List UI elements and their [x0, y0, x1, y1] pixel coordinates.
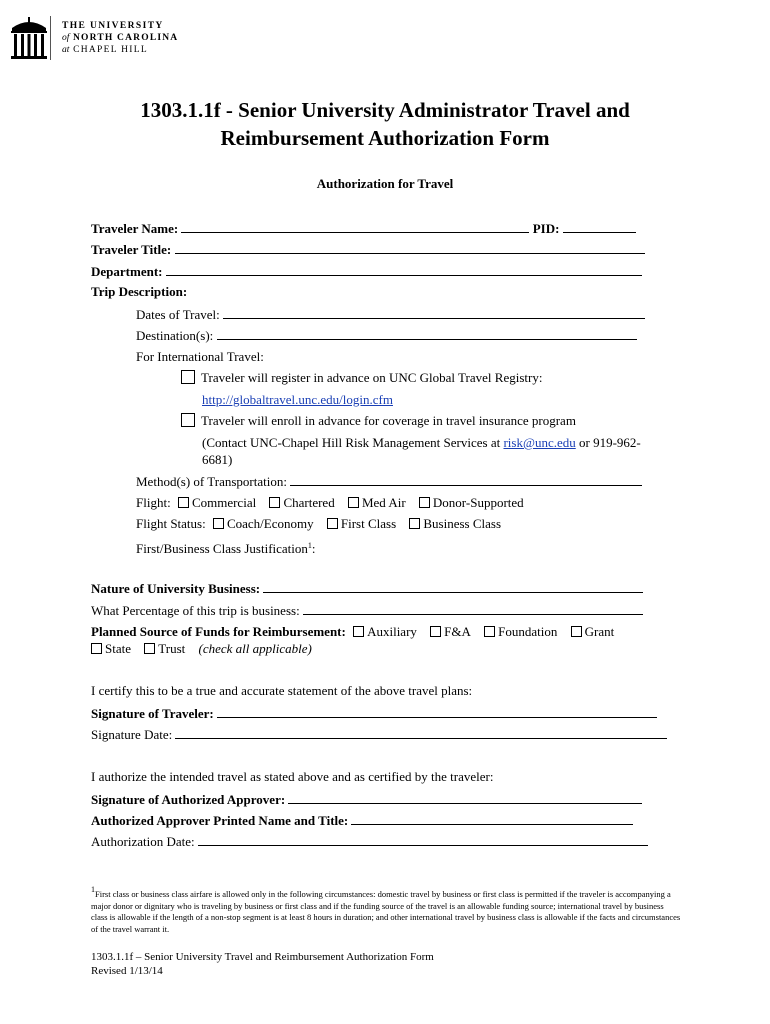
- university-wordmark: [62, 20, 178, 56]
- title-line-2: Reimbursement Authorization Form: [220, 126, 550, 150]
- flight-commercial-checkbox[interactable]: [178, 497, 189, 508]
- wordmark-line-1: THE UNIVERSITY: [62, 21, 164, 31]
- flight-row: [136, 495, 534, 511]
- methods-row: [136, 473, 642, 490]
- funds-auxiliary-checkbox[interactable]: [353, 626, 364, 637]
- approver-name-label: Authorized Approver Printed Name and Title:: [91, 813, 349, 828]
- funds-row: [91, 624, 624, 640]
- flight-option-chartered[interactable]: [269, 495, 334, 510]
- flight-chartered-label: Chartered: [283, 495, 335, 510]
- funds-state-checkbox[interactable]: [91, 643, 102, 654]
- department-row: [91, 263, 642, 280]
- status-business-checkbox[interactable]: [409, 518, 420, 529]
- justification-colon: :: [311, 541, 316, 556]
- flight-donor-checkbox[interactable]: [419, 497, 430, 508]
- footnote-number: 1: [91, 885, 95, 894]
- status-coach-checkbox[interactable]: [213, 518, 224, 529]
- signature-date-label: Signature Date:: [91, 727, 173, 742]
- insurance-checkbox[interactable]: [181, 413, 195, 427]
- traveler-title-field[interactable]: [175, 241, 645, 254]
- flight-commercial-label: Commercial: [191, 495, 257, 510]
- flight-label: Flight:: [136, 495, 171, 510]
- contact-text: (Contact UNC-Chapel Hill Risk Management Services at: [202, 435, 501, 450]
- nature-label: Nature of University Business:: [91, 581, 261, 596]
- funds-option-grant[interactable]: [571, 624, 615, 639]
- flight-status-row: [136, 516, 511, 532]
- flight-option-med-air[interactable]: [348, 495, 406, 510]
- funds-state-label: State: [105, 641, 131, 656]
- footnote-marker: 1: [307, 541, 312, 550]
- international-travel-label: For International Travel:: [136, 349, 264, 364]
- funds-fa-label: F&A: [444, 624, 471, 639]
- registry-link[interactable]: http://globaltravel.unc.edu/login.cfm: [202, 392, 393, 407]
- university-well-logo-icon: [8, 14, 50, 62]
- percentage-field[interactable]: [303, 602, 643, 615]
- traveler-signature-field[interactable]: [217, 705, 657, 718]
- registry-checkbox[interactable]: [181, 370, 195, 384]
- flight-option-donor[interactable]: [419, 495, 524, 510]
- methods-field[interactable]: [290, 473, 642, 486]
- traveler-signature-label: Signature of Traveler:: [91, 706, 214, 721]
- status-option-business[interactable]: [409, 516, 501, 531]
- funds-option-state[interactable]: [91, 641, 131, 656]
- methods-label: Method(s) of Transportation:: [136, 474, 287, 489]
- flight-med-air-label: Med Air: [361, 495, 406, 510]
- traveler-name-label: Traveler Name:: [91, 221, 179, 236]
- authorization-date-field[interactable]: [198, 833, 648, 846]
- funds-grant-label: Grant: [584, 624, 615, 639]
- wordmark-line-3: CHAPEL HILL: [73, 45, 148, 55]
- signature-date-row: [91, 726, 667, 743]
- authorization-date-label: Authorization Date:: [91, 834, 195, 849]
- footer-form-name: 1303.1.1f – Senior University Travel and Reimbursement Authorization Form: [91, 951, 434, 963]
- form-title: [0, 96, 770, 152]
- funds-label: Planned Source of Funds for Reimbursement:: [91, 624, 346, 639]
- funds-fa-checkbox[interactable]: [430, 626, 441, 637]
- certify-statement: I certify this to be a true and accurate statement of the above travel plans:: [91, 683, 473, 698]
- approver-name-row: [91, 812, 633, 829]
- funds-foundation-checkbox[interactable]: [484, 626, 495, 637]
- check-all-note: (check all applicable): [198, 641, 312, 656]
- flight-status-label: Flight Status:: [136, 516, 206, 531]
- funds-auxiliary-label: Auxiliary: [367, 624, 417, 639]
- dates-of-travel-label: Dates of Travel:: [136, 307, 220, 322]
- funds-row-2: [91, 641, 312, 657]
- destinations-label: Destination(s):: [136, 328, 214, 343]
- dates-of-travel-field[interactable]: [223, 306, 645, 319]
- pid-label: PID:: [532, 221, 560, 236]
- title-line-1: 1303.1.1f - Senior University Administrator Travel and: [140, 98, 630, 122]
- footer-revised-date: Revised 1/13/14: [91, 965, 163, 977]
- justification-row: [136, 538, 316, 557]
- approver-signature-row: [91, 791, 642, 808]
- status-coach-label: Coach/Economy: [226, 516, 314, 531]
- funds-option-auxiliary[interactable]: [353, 624, 417, 639]
- flight-option-commercial[interactable]: [178, 495, 256, 510]
- dates-of-travel-row: [136, 306, 645, 323]
- registry-link-row: [202, 392, 393, 408]
- flight-donor-label: Donor-Supported: [432, 495, 524, 510]
- traveler-title-label: Traveler Title:: [91, 242, 172, 257]
- status-option-first[interactable]: [327, 516, 396, 531]
- justification-label: First/Business Class Justification: [136, 541, 308, 556]
- nature-field[interactable]: [263, 580, 643, 593]
- contact-phone-part-2: 6681): [202, 452, 233, 467]
- flight-med-air-checkbox[interactable]: [348, 497, 359, 508]
- insurance-label: Traveler will enroll in advance for coverage in travel insurance program: [201, 413, 576, 428]
- funds-option-trust[interactable]: [144, 641, 185, 656]
- destinations-field[interactable]: [217, 327, 637, 340]
- percentage-row: [91, 602, 643, 619]
- section-subtitle: Authorization for Travel: [316, 176, 454, 191]
- nature-row: [91, 580, 643, 597]
- logo-divider: [50, 16, 51, 60]
- authorization-date-row: [91, 833, 648, 850]
- funds-trust-checkbox[interactable]: [144, 643, 155, 654]
- status-first-label: First Class: [340, 516, 397, 531]
- risk-email-link[interactable]: risk@unc.edu: [503, 435, 576, 450]
- destinations-row: [136, 327, 637, 344]
- status-option-coach[interactable]: [213, 516, 314, 531]
- funds-trust-label: Trust: [158, 641, 186, 656]
- traveler-name-row: [91, 220, 636, 237]
- approver-signature-field[interactable]: [288, 791, 642, 804]
- percentage-label: What Percentage of this trip is business:: [91, 603, 300, 618]
- trip-description-heading: Trip Description:: [91, 284, 188, 299]
- registry-row: [181, 370, 542, 386]
- approver-name-field[interactable]: [351, 812, 633, 825]
- insurance-row: [181, 413, 576, 429]
- contact-phone-part-1: or 919-962-: [578, 435, 641, 450]
- funds-option-foundation[interactable]: [484, 624, 557, 639]
- status-business-label: Business Class: [423, 516, 502, 531]
- department-label: Department:: [91, 264, 163, 279]
- funds-option-fa[interactable]: [430, 624, 471, 639]
- traveler-signature-row: [91, 705, 657, 722]
- traveler-title-row: [91, 241, 645, 258]
- page-footer: [91, 950, 434, 978]
- wordmark-of: of: [62, 33, 70, 43]
- authorize-statement: I authorize the intended travel as stated above and as certified by the traveler:: [91, 769, 494, 784]
- footnote: [91, 884, 681, 935]
- signature-date-field[interactable]: [175, 726, 667, 739]
- approver-signature-label: Signature of Authorized Approver:: [91, 792, 286, 807]
- status-first-checkbox[interactable]: [327, 518, 338, 529]
- wordmark-at: at: [62, 45, 70, 55]
- funds-grant-checkbox[interactable]: [571, 626, 582, 637]
- wordmark-line-2: NORTH CAROLINA: [72, 33, 179, 43]
- traveler-name-field[interactable]: [181, 220, 529, 233]
- contact-row: [202, 435, 641, 451]
- footnote-text: First class or business class airfare is allowed only in the following circumstances: domestic travel by business or first class is permitted if the traveler is accompanying a major donor or dignitary who is traveling by business or first class and if the funding source of the travel is an allowable funding source; international travel by business class is allowable if the length of a non-stop segment is at least 8 hours in duration; and other international travel by business class is allowable if the facts and circumstances of the travel warrant it.: [91, 889, 681, 934]
- registry-label: Traveler will register in advance on UNC Global Travel Registry:: [201, 370, 543, 385]
- flight-chartered-checkbox[interactable]: [269, 497, 280, 508]
- department-field[interactable]: [166, 263, 642, 276]
- funds-foundation-label: Foundation: [498, 624, 558, 639]
- pid-field[interactable]: [563, 220, 636, 233]
